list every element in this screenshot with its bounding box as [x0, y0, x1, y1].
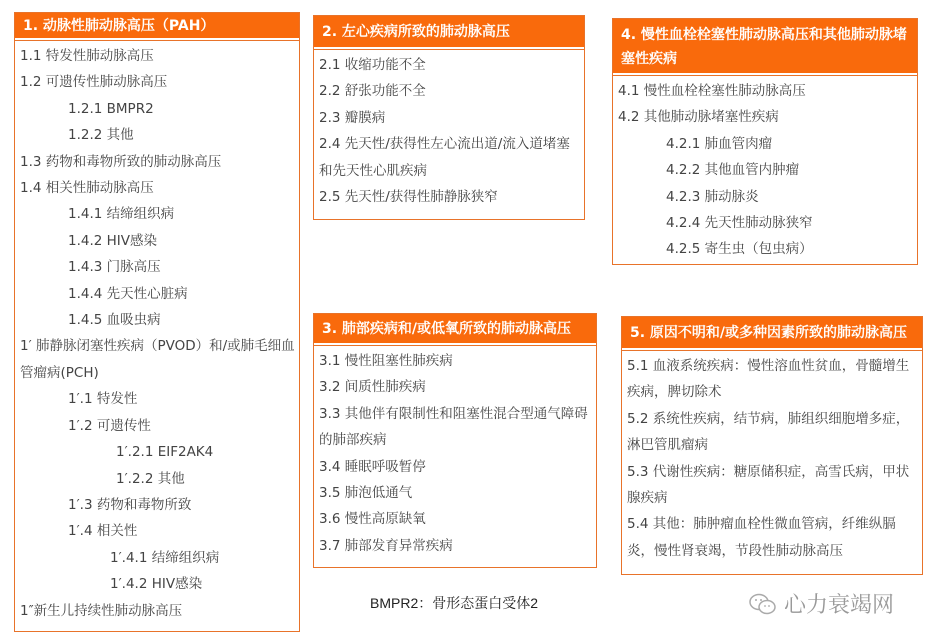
list-item: 1′.3 药物和毒物所致: [68, 496, 192, 513]
list-item: 2.3 瓣膜病: [319, 109, 386, 126]
category-title: 2. 左心疾病所致的肺动脉高压: [314, 16, 584, 49]
list-item: 5.2 系统性疾病，结节病，肺组织细胞增多症，淋巴管肌瘤病: [627, 410, 910, 454]
list-item: 5.4 其他：肺肿瘤血栓性微血管病，纤维纵膈炎，慢性肾衰竭，节段性肺动脉高压: [627, 516, 896, 559]
list-item: 1′.2.1 EIF2AK4: [116, 444, 214, 461]
watermark: [748, 588, 894, 619]
category-items: [622, 350, 922, 564]
category-items: [314, 49, 584, 210]
list-item: 1.1 特发性肺动脉高压: [20, 48, 154, 64]
list-item: 4.2.1 肺血管肉瘤: [666, 135, 773, 152]
list-item: 1.4.3 门脉高压: [68, 259, 161, 276]
category-title: 5. 原因不明和/或多种因素所致的肺动脉高压: [622, 317, 922, 350]
list-item: 1.2.1 BMPR2: [68, 100, 154, 117]
list-item: 1.2 可遗传性肺动脉高压: [20, 74, 168, 91]
list-item: 1.4.4 先天性心脏病: [68, 285, 188, 302]
list-item: 2.4 先天性/获得性左心流出道/流入道堵塞和先天性心肌疾病: [319, 136, 570, 179]
category-box-3: [612, 18, 918, 265]
list-item: 1′.1 特发性: [68, 391, 138, 408]
list-item: 1′.4.2 HIV感染: [110, 576, 203, 593]
list-item: 4.2.2 其他血管内肿瘤: [666, 162, 800, 179]
list-item: 4.2.5 寄生虫（包虫病）: [666, 241, 813, 258]
list-item: 4.1 慢性血栓栓塞性肺动脉高压: [618, 83, 806, 99]
list-item: 1.4.1 结缔组织病: [68, 206, 175, 223]
list-item: 5.3 代谢性疾病：糖原储积症，高雪氏病，甲状腺疾病: [627, 463, 910, 507]
list-item: 1′.4.1 结缔组织病: [110, 549, 220, 566]
category-box-2: [313, 15, 585, 220]
category-box-4: [313, 313, 597, 568]
list-item: 4.2.3 肺动脉炎: [666, 188, 759, 205]
list-item: 1′.2.2 其他: [116, 470, 185, 487]
list-item: 1′ 肺静脉闭塞性疾病（PVOD）和/或肺毛细血管瘤病(PCH): [20, 338, 295, 381]
list-item: 3.4 睡眠呼吸暂停: [319, 458, 426, 475]
list-item: 1.4.2 HIV感染: [68, 232, 158, 249]
list-item: 1″新生儿持续性肺动脉高压: [20, 602, 183, 619]
category-title: 4. 慢性血栓栓塞性肺动脉高压和其他肺动脉堵塞性疾病: [613, 19, 917, 75]
category-title: 1. 动脉性肺动脉高压（PAH）: [15, 13, 299, 40]
list-item: 2.1 收缩功能不全: [319, 57, 426, 73]
list-item: 2.5 先天性/获得性肺静脉狭窄: [319, 189, 498, 206]
list-item: 3.7 肺部发育异常疾病: [319, 537, 453, 554]
category-box-1: [14, 12, 300, 632]
category-items: [314, 345, 596, 559]
list-item: 1.3 药物和毒物所致的肺动脉高压: [20, 153, 222, 170]
list-item: 1.2.2 其他: [68, 127, 134, 144]
list-item: 3.5 肺泡低通气: [319, 485, 413, 502]
list-item: 3.1 慢性阻塞性肺疾病: [319, 353, 453, 369]
category-title: 3. 肺部疾病和/或低氧所致的肺动脉高压: [314, 314, 596, 345]
category-box-5: [621, 316, 923, 575]
category-items: [613, 75, 917, 263]
list-item: 4.2.4 先天性肺动脉狭窄: [666, 215, 813, 232]
wechat-icon: [748, 592, 778, 616]
list-item: 4.2 其他肺动脉堵塞性疾病: [618, 109, 779, 126]
list-item: 3.2 间质性肺疾病: [319, 379, 426, 396]
list-item: 1′.4 相关性: [68, 523, 138, 540]
watermark-text: 心力衰竭网: [784, 593, 895, 618]
abbreviation-caption: BMPR2：骨形态蛋白受体2: [370, 595, 539, 611]
list-item: 3.3 其他伴有限制性和阻塞性混合型通气障碍的肺部疾病: [319, 405, 588, 449]
category-items: [15, 40, 299, 624]
list-item: 3.6 慢性高原缺氧: [319, 511, 426, 528]
list-item: 2.2 舒张功能不全: [319, 83, 426, 100]
list-item: 1.4 相关性肺动脉高压: [20, 180, 154, 197]
list-item: 1′.2 可遗传性: [68, 417, 151, 434]
list-item: 1.4.5 血吸虫病: [68, 312, 161, 329]
list-item: 5.1 血液系统疾病：慢性溶血性贫血，骨髓增生疾病，脾切除术: [627, 358, 910, 401]
